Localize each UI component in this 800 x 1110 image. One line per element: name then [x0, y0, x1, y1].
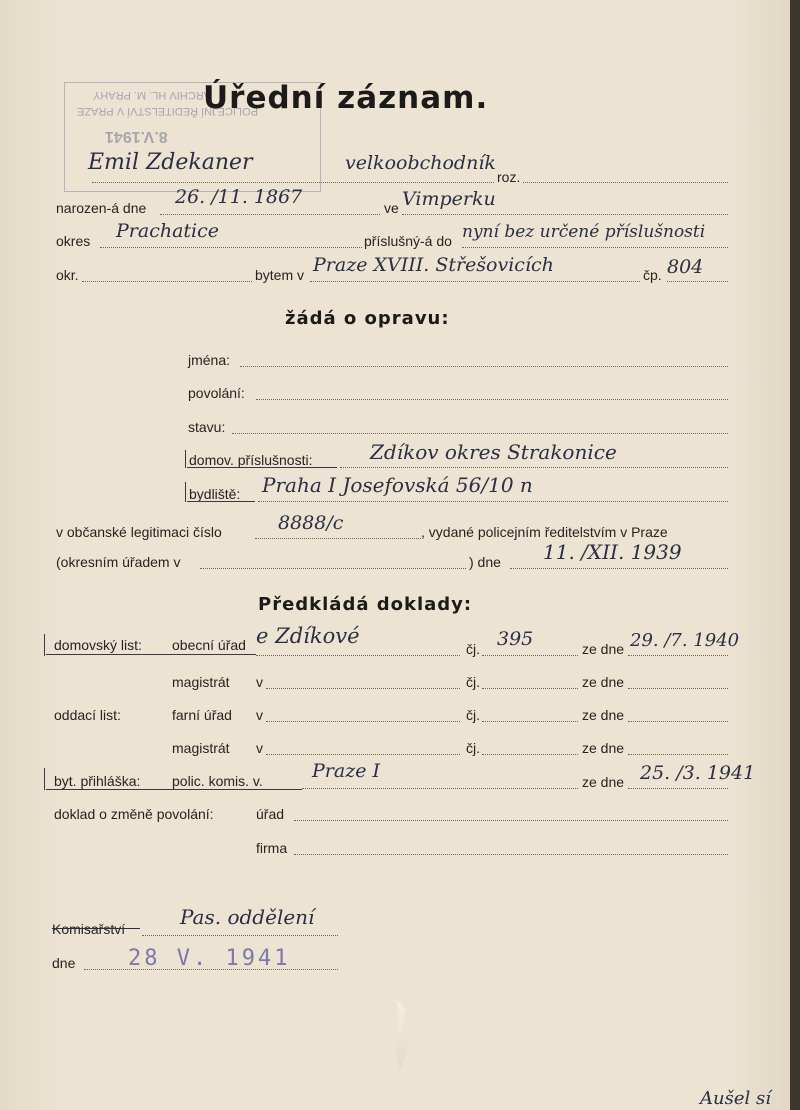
byt-label: byt. přihláška: — [54, 773, 141, 789]
magistrat-label-2: magistrát — [172, 740, 230, 756]
municipal-place-line — [256, 655, 460, 656]
date-byt-handwritten: 25. /3. 1941 — [640, 762, 756, 784]
residence-label: bytem v — [255, 267, 305, 283]
cp-line — [667, 281, 728, 282]
new-residence-label: bydliště: — [189, 486, 241, 502]
cj1-line — [482, 655, 578, 656]
magistrat-label-1: magistrát — [172, 674, 230, 690]
district-office-line — [200, 568, 466, 569]
firma-label: firma — [256, 840, 288, 856]
date1-line — [628, 655, 728, 656]
v-label-1: v — [256, 674, 263, 690]
ze-dne-label-1: ze dne — [582, 641, 625, 657]
municipal-place-handwritten: e Zdíkové — [256, 624, 360, 648]
belongs-line — [462, 247, 728, 248]
date1-handwritten: 29. /7. 1940 — [630, 630, 740, 651]
date4-line — [628, 754, 728, 755]
oddaci-label: oddací list: — [54, 707, 121, 723]
komisarstvi-strike — [52, 928, 140, 929]
paper-tear — [390, 1000, 412, 1070]
farni-line — [266, 721, 460, 722]
komisarstvi-label: Komisařství — [52, 921, 126, 937]
cj4-line — [482, 754, 578, 755]
polic-place-handwritten: Praze I — [312, 760, 380, 782]
okr-label: okr. — [56, 267, 79, 283]
name-handwritten: Emil Zdekaner — [88, 150, 253, 175]
residence-handwritten: Praze XVIII. Střešovicích — [313, 254, 554, 276]
legitimace-date-label: ) dne — [469, 554, 501, 570]
birth-place-line — [402, 214, 728, 215]
domicile-handwritten: Zdíkov okres Strakonice — [370, 440, 617, 464]
domovsky-underline — [46, 654, 256, 655]
polic-line — [302, 788, 578, 789]
legitimace-label: v občanské legitimaci číslo — [56, 524, 222, 540]
birth-date-handwritten: 26. /11. 1867 — [175, 186, 303, 208]
cj2-line — [482, 688, 578, 689]
occupation-line — [256, 399, 728, 400]
ze-dne-label-5: ze dne — [582, 774, 625, 790]
cj-label-3: čj. — [466, 707, 480, 723]
legitimace-date-handwritten: 11. /XII. 1939 — [543, 540, 682, 564]
byt-underline — [46, 789, 302, 790]
dne-label: dne — [52, 955, 76, 971]
ze-dne-label-2: ze dne — [582, 674, 625, 690]
residence-underline — [187, 501, 255, 502]
roz-line — [523, 182, 728, 183]
domovsky-bracket — [44, 634, 45, 656]
correction-heading: žádá o opravu: — [285, 308, 450, 329]
stamp-line-3: 8.V.1941 — [105, 128, 168, 145]
zmena-label: doklad o změně povolání: — [54, 806, 214, 822]
occupation-label: povolání: — [188, 385, 245, 401]
urad-label: úřad — [256, 806, 285, 822]
polic-label: polic. komis. v. — [172, 773, 263, 789]
status-line — [232, 433, 728, 434]
domovsky-label: domovský list: — [54, 637, 142, 653]
birth-date-line — [160, 214, 380, 215]
birth-place-prefix: ve — [384, 200, 399, 216]
urad-line — [294, 820, 728, 821]
okr-line — [82, 281, 252, 282]
names-line — [240, 366, 728, 367]
legitimace-line — [255, 538, 421, 539]
documents-heading: Předkládá doklady: — [258, 594, 473, 615]
date-byt-line — [628, 788, 728, 789]
komisarstvi-line — [142, 935, 338, 936]
scan-edge — [790, 0, 800, 1110]
birth-place-handwritten: Vimperku — [402, 188, 496, 210]
district-line — [100, 247, 362, 248]
names-label: jména: — [188, 352, 231, 368]
cj3-line — [482, 721, 578, 722]
v-label-3: v — [256, 740, 263, 756]
status-label: stavu: — [188, 419, 226, 435]
ze-dne-label-3: ze dne — [582, 707, 625, 723]
cp-handwritten: 804 — [667, 256, 704, 278]
district-handwritten: Prachatice — [116, 220, 219, 242]
stamp-line-1: ARCHIV HL. M. PRAHY — [93, 89, 211, 101]
cp-label: čp. — [643, 267, 662, 283]
name-line — [92, 182, 494, 183]
date2-line — [628, 688, 728, 689]
domicile-label: domov. příslušnosti: — [189, 452, 313, 468]
born-label: narozen-á dne — [56, 200, 147, 216]
domicile-line — [340, 467, 728, 468]
cj-label-2: čj. — [466, 674, 480, 690]
magistrat1-line — [266, 688, 460, 689]
belongs-handwritten: nyní bez určené příslušnosti — [462, 222, 706, 242]
domicile-bracket — [185, 450, 186, 468]
cj-label-1: čj. — [466, 641, 480, 657]
farni-label: farní úřad — [172, 707, 232, 723]
legitimace-number-handwritten: 8888/c — [278, 512, 344, 534]
ze-dne-label-4: ze dne — [582, 740, 625, 756]
date3-line — [628, 721, 728, 722]
magistrat2-line — [266, 754, 460, 755]
dne-line — [84, 969, 338, 970]
komisarstvi-handwritten: Pas. oddělení — [180, 905, 315, 929]
belongs-label: příslušný-á do — [364, 233, 452, 249]
byt-bracket — [44, 768, 45, 790]
firma-line — [294, 854, 728, 855]
new-residence-handwritten: Praha I Josefovská 56/10 n — [262, 473, 533, 497]
cj1-handwritten: 395 — [497, 628, 534, 650]
stamp-line-2: POLICEJNÍ ŘEDITELSTVÍ V PRAZE — [77, 105, 258, 117]
corner-handwritten: Aušel sí — [700, 1088, 771, 1109]
legitimace-date-line — [510, 568, 728, 569]
residence-bracket — [185, 482, 186, 502]
occupation-handwritten: velkoobchodník — [345, 152, 496, 174]
roz-label: roz. — [497, 169, 521, 185]
issued-label: , vydané policejním ředitelstvím v Praze — [421, 524, 668, 540]
v-label-2: v — [256, 707, 263, 723]
new-residence-line — [258, 501, 728, 502]
district-label: okres — [56, 233, 91, 249]
residence-line — [310, 281, 640, 282]
district-office-label: (okresním úřadem v — [56, 554, 181, 570]
date-stamp: 28 V. 1941 — [128, 946, 291, 971]
municipal-office-label: obecní úřad — [172, 637, 246, 653]
cj-label-4: čj. — [466, 740, 480, 756]
page-title: Úřední záznam. — [203, 80, 489, 116]
domicile-underline — [187, 467, 337, 468]
